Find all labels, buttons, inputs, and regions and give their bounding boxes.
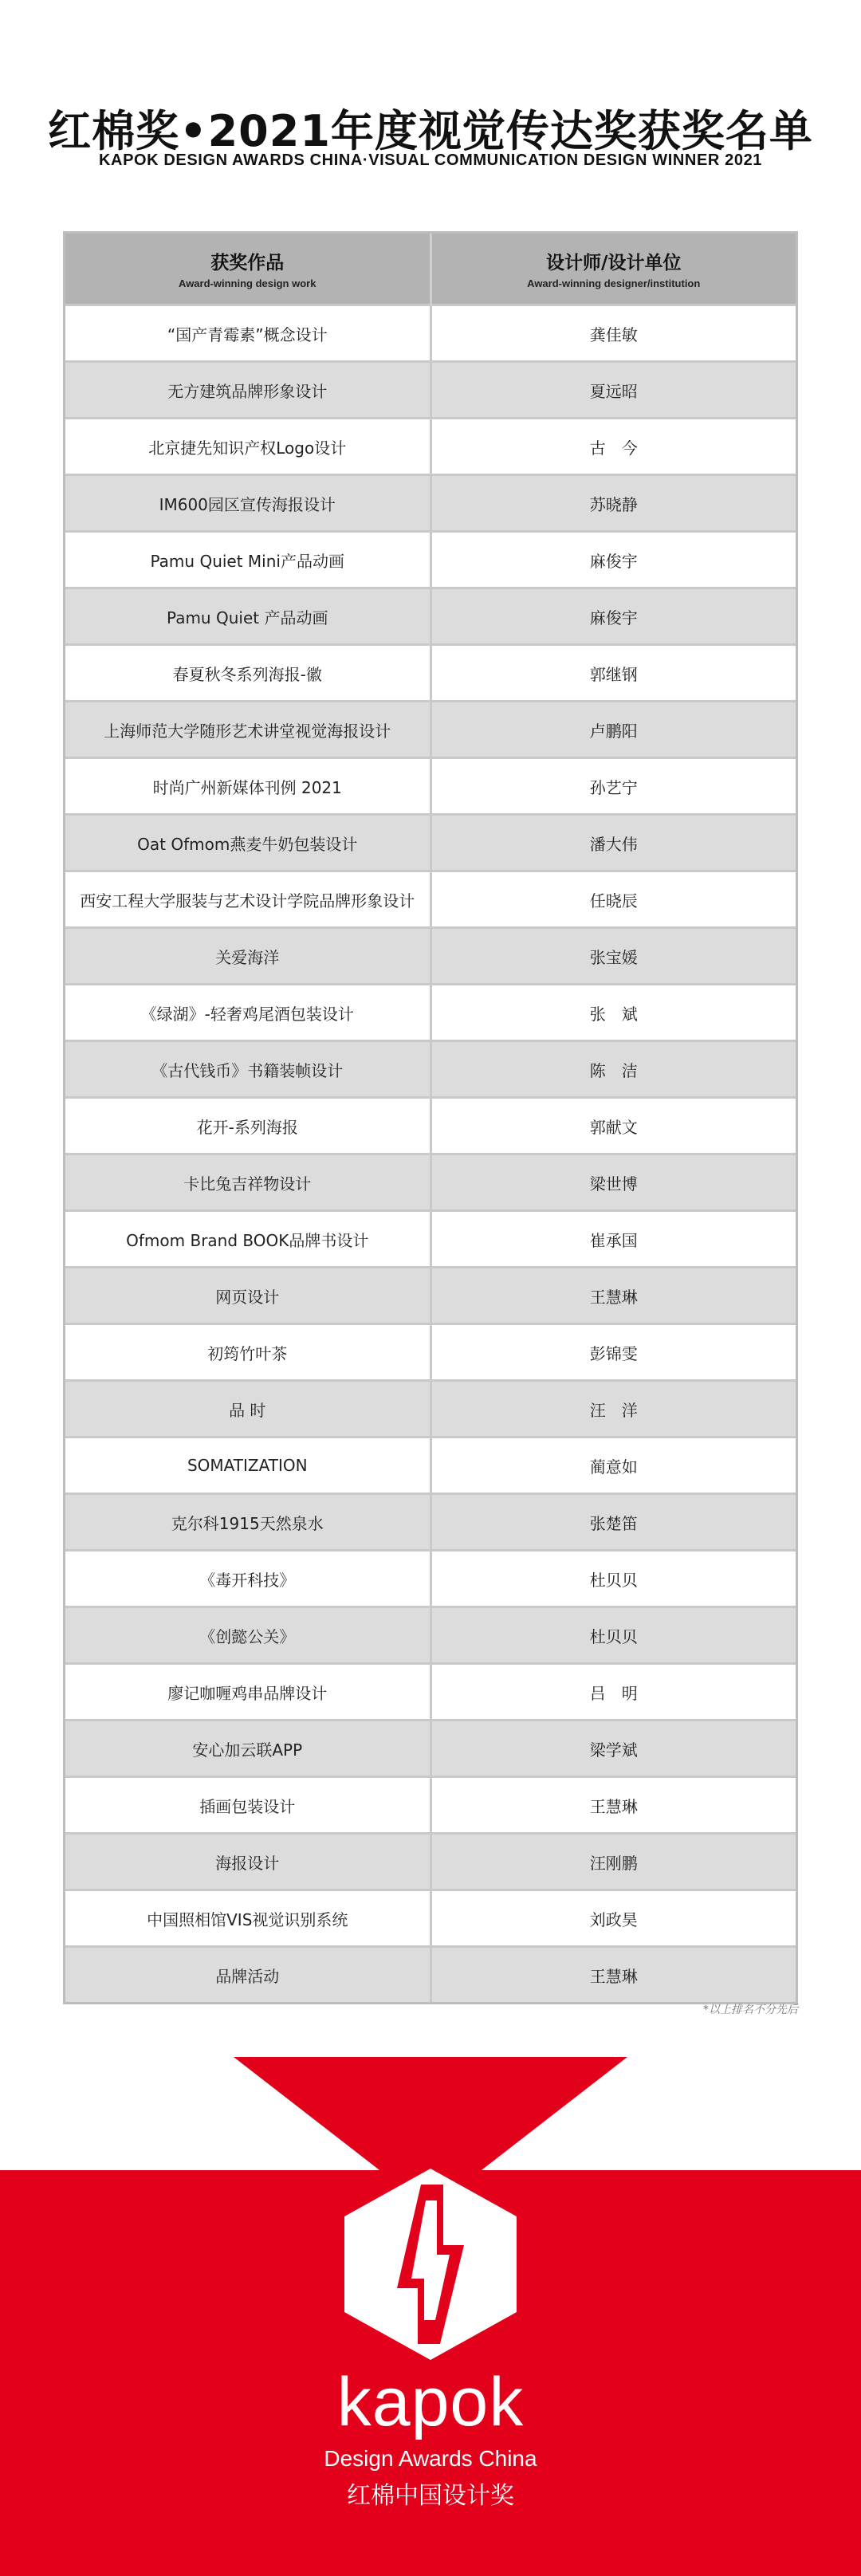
award-work-cell: “国产青霉素”概念设计 [65, 305, 431, 362]
award-work-cell: SOMATIZATION [65, 1437, 431, 1494]
table-body [65, 305, 796, 2003]
table-row [65, 871, 796, 928]
table-row [65, 702, 796, 758]
award-work-cell: 卡比兔吉祥物设计 [65, 1154, 431, 1211]
column-header-designer [431, 234, 796, 305]
table-row [65, 1890, 796, 1947]
table-row [65, 1721, 796, 1777]
red-triangle-decoration [0, 2057, 861, 2177]
table-row [65, 1268, 796, 1324]
table-row [65, 532, 796, 588]
designer-cell: 王慧琳 [431, 1268, 796, 1324]
brand-tagline-en: Design Awards China [324, 2446, 537, 2471]
table-row [65, 1211, 796, 1268]
table-row [65, 758, 796, 815]
award-work-cell: 花开-系列海报 [65, 1098, 431, 1154]
designer-cell: 彭锦雯 [431, 1324, 796, 1381]
award-work-cell: Oat Ofmom燕麦牛奶包装设计 [65, 815, 431, 871]
table-row [65, 815, 796, 871]
designer-cell: 龚佳敏 [431, 305, 796, 362]
award-work-cell: 《古代钱币》书籍装帧设计 [65, 1041, 431, 1098]
designer-cell: 郭献文 [431, 1098, 796, 1154]
designer-cell: 刘政昊 [431, 1890, 796, 1947]
table-row [65, 362, 796, 419]
table-row [65, 1098, 796, 1154]
table-row [65, 1607, 796, 1664]
award-work-cell: 上海师范大学随形艺术讲堂视觉海报设计 [65, 702, 431, 758]
designer-cell: 张楚笛 [431, 1494, 796, 1551]
table-row [65, 1324, 796, 1381]
award-work-cell: 网页设计 [65, 1268, 431, 1324]
award-work-cell: 无方建筑品牌形象设计 [65, 362, 431, 419]
designer-cell: 梁学斌 [431, 1721, 796, 1777]
designer-cell: 杜贝贝 [431, 1607, 796, 1664]
designer-cell: 陈 洁 [431, 1041, 796, 1098]
designer-cell: 任晓辰 [431, 871, 796, 928]
table-row [65, 1834, 796, 1890]
table-row [65, 305, 796, 362]
column-header-designer-zh: 设计师/设计单位 [546, 253, 682, 273]
designer-cell: 卢鹏阳 [431, 702, 796, 758]
designer-cell: 孙艺宁 [431, 758, 796, 815]
winners-table [63, 231, 798, 2004]
table-row [65, 419, 796, 475]
designer-cell: 张 斌 [431, 985, 796, 1041]
award-work-cell: 廖记咖喱鸡串品牌设计 [65, 1664, 431, 1721]
kapok-logo-icon [344, 2169, 517, 2360]
award-work-cell: 初筠竹叶茶 [65, 1324, 431, 1381]
award-work-cell: Pamu Quiet Mini产品动画 [65, 532, 431, 588]
table-row [65, 1154, 796, 1211]
table-row [65, 1664, 796, 1721]
award-work-cell: 插画包装设计 [65, 1777, 431, 1834]
brand-name: kapok [336, 2364, 525, 2440]
column-header-work-zh: 获奖作品 [210, 253, 285, 273]
award-work-cell: Ofmom Brand BOOK品牌书设计 [65, 1211, 431, 1268]
designer-cell: 古 今 [431, 419, 796, 475]
designer-cell: 汪刚鹏 [431, 1834, 796, 1890]
award-work-cell: 春夏秋冬系列海报-徽 [65, 645, 431, 702]
table-row [65, 985, 796, 1041]
page-subtitle: KAPOK DESIGN AWARDS CHINA·VISUAL COMMUNICATION DESIGN WINNER 2021 [98, 151, 763, 169]
table-row [65, 475, 796, 532]
award-work-cell: IM600园区宣传海报设计 [65, 475, 431, 532]
ranking-note: *以上排名不分先后 [703, 2004, 798, 2016]
designer-cell: 崔承国 [431, 1211, 796, 1268]
designer-cell: 张宝媛 [431, 928, 796, 985]
award-work-cell: 关爱海洋 [65, 928, 431, 985]
table-row [65, 588, 796, 645]
award-work-cell: 《毒开科技》 [65, 1551, 431, 1607]
table-row [65, 1381, 796, 1437]
designer-cell: 夏远昭 [431, 362, 796, 419]
award-work-cell: 品 时 [65, 1381, 431, 1437]
designer-cell: 郭继钢 [431, 645, 796, 702]
designer-cell: 麻俊宇 [431, 532, 796, 588]
column-header-work-en: Award-winning design work [179, 277, 316, 289]
award-work-cell: 时尚广州新媒体刊例 2021 [65, 758, 431, 815]
award-work-cell: 《绿湖》-轻奢鸡尾酒包装设计 [65, 985, 431, 1041]
award-work-cell: 中国照相馆VIS视觉识别系统 [65, 1890, 431, 1947]
designer-cell: 吕 明 [431, 1664, 796, 1721]
designer-cell: 蔺意如 [431, 1437, 796, 1494]
brand-tagline-zh: 红棉中国设计奖 [347, 2482, 514, 2510]
table-header-row [65, 234, 796, 305]
page-title: 红棉奖•2021年度视觉传达奖获奖名单 [48, 106, 813, 156]
column-header-work [65, 234, 431, 305]
award-work-cell: 《创懿公关》 [65, 1607, 431, 1664]
award-work-cell: 海报设计 [65, 1834, 431, 1890]
designer-cell: 汪 洋 [431, 1381, 796, 1437]
designer-cell: 梁世博 [431, 1154, 796, 1211]
award-work-cell: 西安工程大学服装与艺术设计学院品牌形象设计 [65, 871, 431, 928]
award-work-cell: 克尔科1915天然泉水 [65, 1494, 431, 1551]
table-row [65, 928, 796, 985]
award-work-cell: 北京捷先知识产权Logo设计 [65, 419, 431, 475]
award-work-cell: 品牌活动 [65, 1947, 431, 2003]
designer-cell: 潘大伟 [431, 815, 796, 871]
designer-cell: 杜贝贝 [431, 1551, 796, 1607]
column-header-designer-en: Award-winning designer/institution [527, 277, 701, 289]
table-row [65, 1437, 796, 1494]
designer-cell: 王慧琳 [431, 1777, 796, 1834]
table-row [65, 1551, 796, 1607]
table-row [65, 645, 796, 702]
designer-cell: 苏晓静 [431, 475, 796, 532]
table-row [65, 1777, 796, 1834]
award-work-cell: 安心加云联APP [65, 1721, 431, 1777]
table-row [65, 1041, 796, 1098]
table-row [65, 1494, 796, 1551]
table-row [65, 1947, 796, 2003]
award-work-cell: Pamu Quiet 产品动画 [65, 588, 431, 645]
designer-cell: 麻俊宇 [431, 588, 796, 645]
designer-cell: 王慧琳 [431, 1947, 796, 2003]
